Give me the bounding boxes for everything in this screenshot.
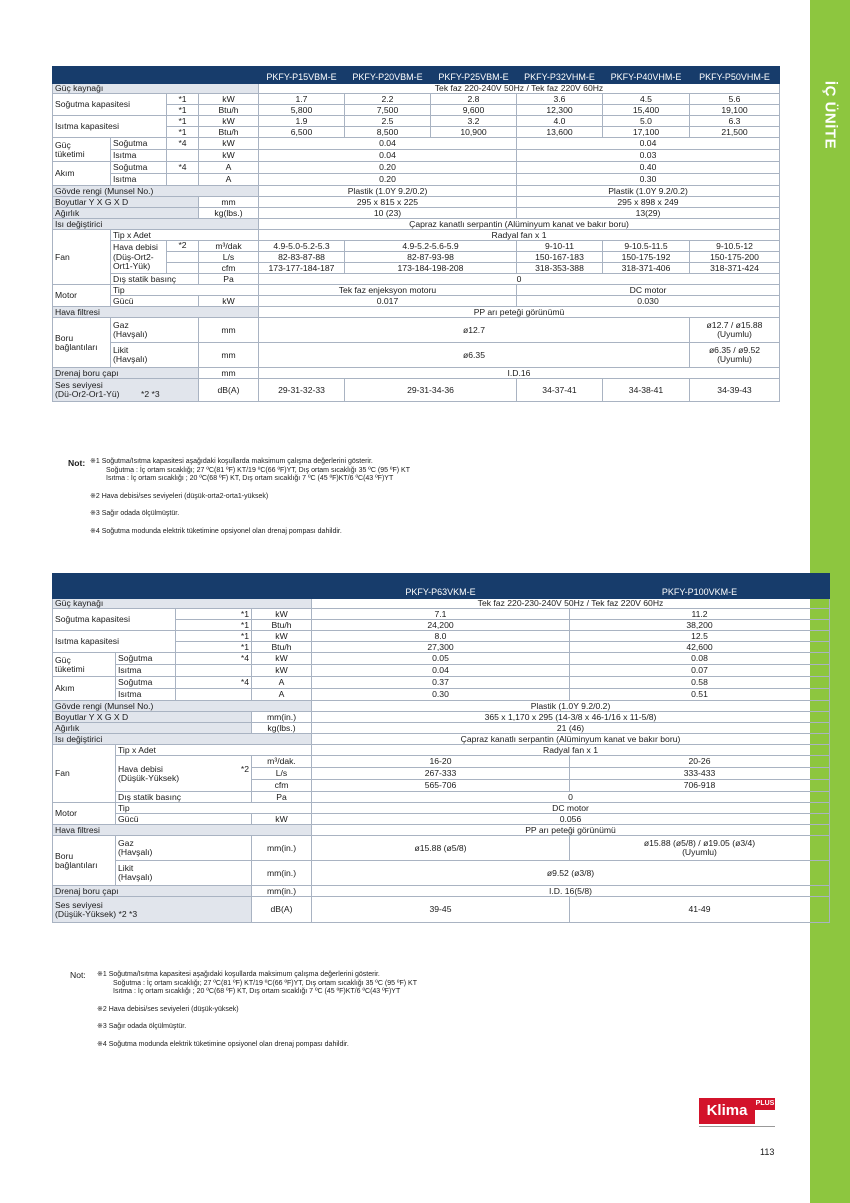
logo-plus-tag: PLUS — [755, 1098, 775, 1110]
table-row: Akım Soğutma *4 A 0.20 0.40 — [53, 162, 780, 174]
model-header: PKFY-P25VBM-E — [431, 67, 517, 84]
table-row: Isıtma kapasitesi *1 kW 8.0 12.5 — [53, 631, 830, 642]
table-row: cfm 565-706 706-918 — [53, 780, 830, 792]
side-band-label: İÇ ÜNİTE — [821, 80, 839, 150]
model-header: PKFY-P32VHM-E — [517, 67, 603, 84]
table-row: cfm 173-177-184-187 173-184-198-208 318-353-388 318-371-406 318-371-424 — [53, 263, 780, 274]
table-row: Hava filtresi PP arı peteği görünümü — [53, 307, 780, 318]
table-row: Ses seviyesi (Düşük-Yüksek) *2 *3 dB(A) 39-45 41-49 — [53, 897, 830, 923]
table-row: *1 Btu/h 27,300 42,600 — [53, 642, 830, 653]
table-row: L/s 267-333 333-433 — [53, 768, 830, 780]
table-row: Boyutlar Y X G X D mm(in.) 365 x 1,170 x 295 (14-3/8 x 46-1/16 x 11-5/8) — [53, 712, 830, 723]
model-header: PKFY-P100VKM-E — [570, 574, 830, 599]
table-row: Drenaj boru çapı mm(in.) I.D. 16(5/8) — [53, 886, 830, 897]
logo-wordmark: Klima — [699, 1098, 755, 1124]
model-header: PKFY-P63VKM-E — [312, 574, 570, 599]
table-row: Güç tüketimi Soğutma *4 kW 0.04 0.04 — [53, 138, 780, 150]
spec-table-pkfy-large — [52, 573, 830, 923]
table-row: Likit (Havşalı) mm(in.) ø9.52 (ø3/8) — [53, 861, 830, 886]
spec-table-pkfy-small — [52, 66, 780, 402]
table-row: Hava debisi (Düş-Ort2-Ort1-Yük) *2 m³/dak 4.9-5.0-5.2-5.3 4.9-5.2-5.6-5.9 9-10-11 9-10.5-11.5 9-10.5-12 — [53, 241, 780, 252]
table-row: Isı değiştirici Çapraz kanatlı serpantin (Alüminyum kanat ve bakır boru) — [53, 219, 780, 230]
table-row: Ses seviyesi (Dü-Or2-Or1-Yü) *2 *3 dB(A) 29-31-32-33 29-31-34-36 34-37-41 34-38-41 34-39-43 — [53, 379, 780, 402]
table-row: Boyutlar Y X G X D mm 295 x 815 x 225 295 x 898 x 249 — [53, 197, 780, 208]
table-row: Fan Tip x Adet Radyal fan x 1 — [53, 745, 830, 756]
table-header-row — [53, 67, 780, 84]
notes-title: Not: — [70, 970, 86, 980]
table-row: Dış statik basınç Pa 0 — [53, 792, 830, 803]
table-row: Ağırlık kg(lbs.) 10 (23) 13(29) — [53, 208, 780, 219]
table-row: *1 Btu/h 5,800 7,500 9,600 12,300 15,400 19,100 — [53, 105, 780, 116]
table-row: L/s 82-83-87-88 82-87-93-98 150-167-183 150-175-192 150-175-200 — [53, 252, 780, 263]
table-row: Dış statik basınç Pa 0 — [53, 274, 780, 285]
table-row: Drenaj boru çapı mm I.D.16 — [53, 368, 780, 379]
table-row: Gücü kW 0.056 — [53, 814, 830, 825]
table-row: Motor Tip Tek faz enjeksyon motoru DC motor — [53, 285, 780, 296]
table-row: Motor Tip DC motor — [53, 803, 830, 814]
model-header: PKFY-P40VHM-E — [603, 67, 690, 84]
table-row: Isıtma A 0.20 0.30 — [53, 174, 780, 186]
table-row: Isıtma kapasitesi *1 kW 1.9 2.5 3.2 4.0 5.0 6.3 — [53, 116, 780, 127]
table-row: Gövde rengi (Munsel No.) Plastik (1.0Y 9.2/0.2) Plastik (1.0Y 9.2/0.2) — [53, 186, 780, 197]
table-row: Soğutma kapasitesi *1 kW 7.1 11.2 — [53, 609, 830, 620]
table-row: Güç kaynağı Tek faz 220-240V 50Hz / Tek faz 220V 60Hz — [53, 84, 780, 94]
table-row: *1 Btu/h 6,500 8,500 10,900 13,600 17,100 21,500 — [53, 127, 780, 138]
table-row: Ağırlık kg(lbs.) 21 (46) — [53, 723, 830, 734]
klima-plus-logo — [699, 1098, 775, 1124]
table-row: Gücü kW 0.017 0.030 — [53, 296, 780, 307]
table-row: Hava debisi *2 (Düşük-Yüksek) m³/dak. 16-20 20-26 — [53, 756, 830, 768]
table-header-row — [53, 574, 830, 599]
table-row: Soğutma kapasitesi *1 kW 1.7 2.2 2.8 3.6 4.5 5.6 — [53, 94, 780, 105]
table-row: Isıtma kW 0.04 0.07 — [53, 665, 830, 677]
notes-title: Not: — [68, 458, 86, 468]
model-header: PKFY-P20VBM-E — [345, 67, 431, 84]
table-row: Likit (Havşalı) mm ø6.35 ø6.35 / ø9.52 (Uyumlu) — [53, 343, 780, 368]
model-header: PKFY-P15VBM-E — [259, 67, 345, 84]
table-row: *1 Btu/h 24,200 38,200 — [53, 620, 830, 631]
table-row: Isıtma A 0.30 0.51 — [53, 689, 830, 701]
table-row: Güç tüketimi Soğutma *4 kW 0.05 0.08 — [53, 653, 830, 665]
table-row: Boru bağlantıları Gaz (Havşalı) mm ø12.7 ø12.7 / ø15.88 (Uyumlu) — [53, 318, 780, 343]
notes-block: ※1 Soğutma/Isıtma kapasitesi aşağıdaki koşullarda maksimum çalışma değerlerini gösterir. Soğutma : İç ortam sıcaklığı; 27 ºC(81 ºF) KT/19 ºC(66 ºF)YT, Dış ortam sıcaklığı 35 ºC (95 ºF) KT Isıtma : İç ortam sıcaklığı ; 20 ºC(68 ºF) KT, Dış ortam sıcaklığı 7 ºC (45 ºF)KT/6 ºC(43 ºF)YT ※2 Hava debisi/ses seviyeleri (düşük-yüksek) ※3 Sağır odada ölçülmüştür. ※4 Soğutma modunda elektrik tüketimine opsiyonel olan drenaj pompası dahildir. — [97, 971, 417, 1048]
table-row: Boru bağlantıları Gaz (Havşalı) mm(in.) ø15.88 (ø5/8) ø15.88 (ø5/8) / ø19.05 (ø3/4) (Uyumlu) — [53, 836, 830, 861]
table-row: Isı değiştirici Çapraz kanatlı serpantin (Alüminyum kanat ve bakır boru) — [53, 734, 830, 745]
page-number: 113 — [760, 1147, 775, 1157]
table-row: Fan Tip x Adet Radyal fan x 1 — [53, 230, 780, 241]
table-row: Güç kaynağı Tek faz 220-230-240V 50Hz / Tek faz 220V 60Hz — [53, 599, 830, 609]
notes-block: ※1 Soğutma/Isıtma kapasitesi aşağıdaki koşullarda maksimum çalışma değerlerini gösterir. Soğutma : İç ortam sıcaklığı; 27 ºC(81 ºF) KT/19 ºC(66 ºF)YT, Dış ortam sıcaklığı 35 ºC (95 ºF) KT Isıtma : İç ortam sıcaklığı ; 20 ºC(68 ºF) KT, Dış ortam sıcaklığı 7 ºC (45 ºF)KT/6 ºC(43 ºF)YT ※2 Hava debisi/ses seviyeleri (düşük-orta2-orta1-yüksek) ※3 Sağır odada ölçülmüştür. ※4 Soğutma modunda elektrik tüketimine opsiyonel olan drenaj pompası dahildir. — [90, 458, 410, 535]
model-header: PKFY-P50VHM-E — [690, 67, 780, 84]
table-row: Gövde rengi (Munsel No.) Plastik (1.0Y 9.2/0.2) — [53, 701, 830, 712]
table-row: Hava filtresi PP arı peteği görünümü — [53, 825, 830, 836]
table-row: Isıtma kW 0.04 0.03 — [53, 150, 780, 162]
logo-underline — [699, 1126, 775, 1127]
table-row: Akım Soğutma *4 A 0.37 0.58 — [53, 677, 830, 689]
